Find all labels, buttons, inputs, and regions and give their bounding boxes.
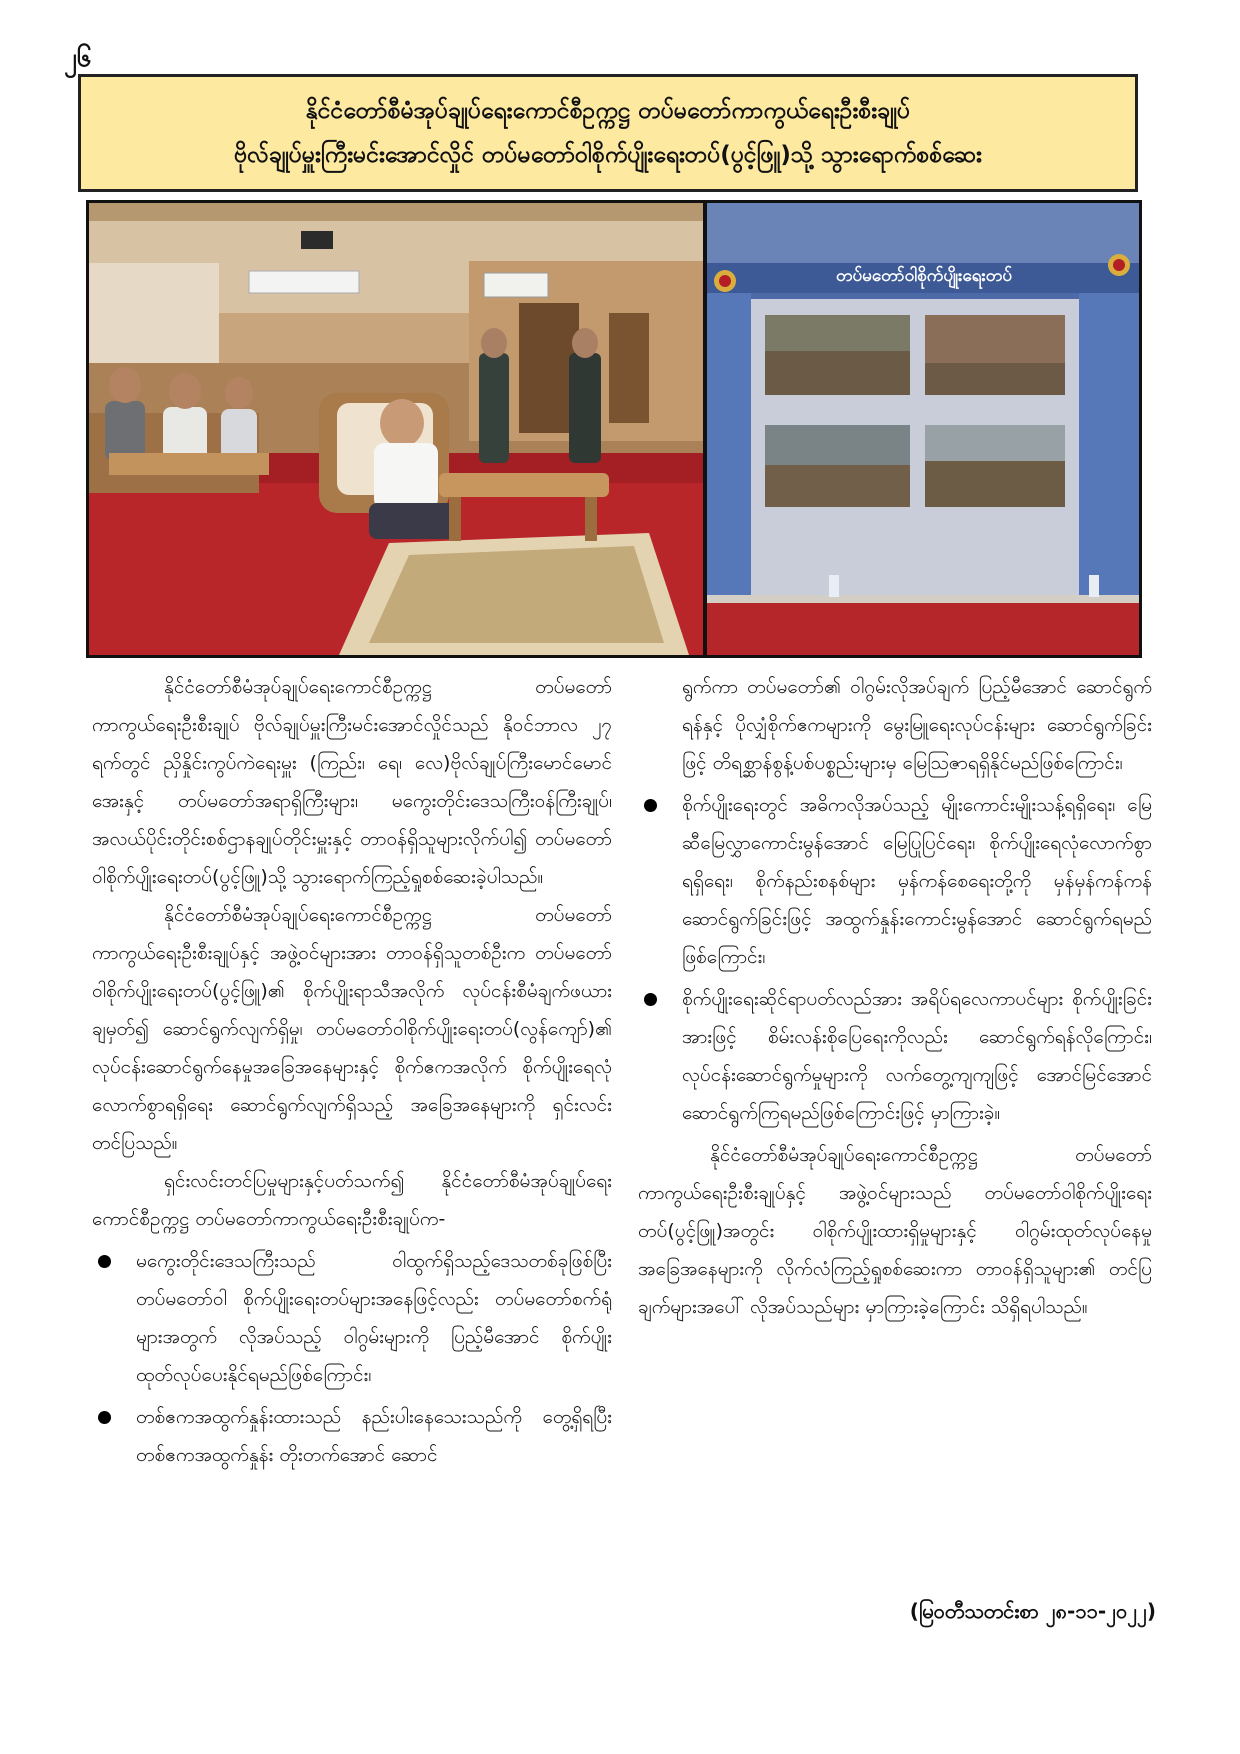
bullet-item xyxy=(638,786,1152,976)
article-left-column xyxy=(92,668,612,1478)
article-right-column xyxy=(638,668,1152,1326)
bullet-icon xyxy=(98,1411,111,1424)
banner-text: တပ်မတော်ဝါစိုက်ပျိုးရေးတပ် xyxy=(835,266,1013,286)
bullet-icon xyxy=(98,1255,111,1268)
headline-line-1: နိုင်ငံတော်စီမံအုပ်ချုပ်ရေးကောင်စီဥက္ကဋ္ဌ တပ်မတော်ကာကွယ်ရေးဦးစီးချုပ် xyxy=(305,98,911,124)
headline-line-2: ဗိုလ်ချုပ်မှူးကြီးမင်းအောင်လှိုင် တပ်မတော်ဝါစိုက်ပျိုးရေးတပ်(ပွင့်ဖြူ)သို့ သွားရောက်စစ်ဆေး xyxy=(234,142,982,168)
bullet-list xyxy=(92,1242,612,1474)
bullet-item xyxy=(92,1242,612,1394)
bullet-text: စိုက်ပျိုးရေးတွင် အဓိကလိုအပ်သည့် မျိုးကောင်းမျိုးသန့်ရရှိရေး၊ မြေဆီမြေလွှာကောင်းမွန်အောင် မြေပြုပြင်ရေး၊ စိုက်ပျိုးရေလုံလောက်စွာရရှိရေး၊ စိုက်နည်းစနစ်များ မှန်ကန်စေရေးတို့ကို မှန်မှန်ကန်ကန် ဆောင်ရွက်ခြင်းဖြင့် အထွက်နှုန်းကောင်းမွန်အောင် ဆောင်ရွက်ရမည်ဖြစ်ကြောင်း၊ xyxy=(682,794,1152,968)
photo-frame xyxy=(86,200,1142,658)
photo-presentation-screen xyxy=(707,203,1139,655)
headline-box xyxy=(78,74,1138,192)
article-paragraph: နိုင်ငံတော်စီမံအုပ်ချုပ်ရေးကောင်စီဥက္ကဋ္ဌ တပ်မတော်ကာကွယ်ရေးဦးစီးချုပ် ဗိုလ်ချုပ်မှူးကြီးမင်းအောင်လှိုင်သည် နိုဝင်ဘာလ ၂၇ ရက်တွင် ညှိနှိုင်းကွပ်ကဲရေးမှူး (ကြည်း၊ ရေ၊ လေ)ဗိုလ်ချုပ်ကြီးမောင်မောင်အေးနှင့် တပ်မတော်အရာရှိကြီးများ၊ မကွေးတိုင်းဒေသကြီးဝန်ကြီးချုပ်၊ အလယ်ပိုင်းတိုင်းစစ်ဌာနချုပ်တိုင်းမှူးနှင့် တာဝန်ရှိသူများလိုက်ပါ၍ တပ်မတော်ဝါစိုက်ပျိုးရေးတပ်(ပွင့်ဖြူ)သို့ သွားရောက်ကြည့်ရှုစစ်ဆေးခဲ့ပါသည်။ xyxy=(92,676,612,888)
inspection-photos xyxy=(89,203,1139,655)
bullet-icon xyxy=(644,993,657,1006)
bullet-list xyxy=(638,786,1152,1132)
bullet-text: တစ်ဧကအထွက်နှုန်းထားသည် နည်းပါးနေသေးသည်ကို တွေ့ရှိရပြီး တစ်ဧကအထွက်နှုန်း တိုးတက်အောင် ဆောင် xyxy=(136,1406,612,1466)
photo-conference-room xyxy=(89,203,703,655)
bullet-icon xyxy=(644,799,657,812)
bullet-text: မကွေးတိုင်းဒေသကြီးသည် ဝါထွက်ရှိသည့်ဒေသတစ်ခုဖြစ်ပြီး တပ်မတော်ဝါ စိုက်ပျိုးရေးတပ်များအနေဖြင့်လည်း တပ်မတော်စက်ရုံများအတွက် လိုအပ်သည့် ဝါဂွမ်းများကို ပြည့်မီအောင် စိုက်ပျိုးထုတ်လုပ်ပေးနိုင်ရမည်ဖြစ်ကြောင်း၊ xyxy=(136,1250,612,1386)
bullet-item xyxy=(638,980,1152,1132)
page-number: ၂၆ xyxy=(64,43,92,73)
article-continuation: ရွက်ကာ တပ်မတော်၏ ဝါဂွမ်းလိုအပ်ချက် ပြည့်မီအောင် ဆောင်ရွက်ရန်နှင့် ပိုလျှံစိုက်ဧကများကို မွေးမြူရေးလုပ်ငန်းများ ဆောင်ရွက်ခြင်းဖြင့် တိရစ္ဆာန်စွန့်ပစ်ပစ္စည်းများမှ မြေဩဇာရရှိနိုင်မည်ဖြစ်ကြောင်း၊ xyxy=(682,676,1152,774)
bullet-text: စိုက်ပျိုးရေးဆိုင်ရာပတ်လည်အား အရိပ်ရလေကာပင်များ စိုက်ပျိုးခြင်းအားဖြင့် စိမ်းလန်းစိုပြေရေးကိုလည်း ဆောင်ရွက်ရန်လိုကြောင်း၊ လုပ်ငန်းဆောင်ရွက်မှုများကို လက်တွေ့ကျကျဖြင့် အောင်မြင်အောင် ဆောင်ရွက်ကြရမည်ဖြစ်ကြောင်းဖြင့် မှာကြားခဲ့။ xyxy=(682,988,1152,1124)
article-closing-paragraph: နိုင်ငံတော်စီမံအုပ်ချုပ်ရေးကောင်စီဥက္ကဋ္ဌ တပ်မတော်ကာကွယ်ရေးဦးစီးချုပ်နှင့် အဖွဲ့ဝင်များသည် တပ်မတော်ဝါစိုက်ပျိုးရေးတပ်(ပွင့်ဖြူ)အတွင်း ဝါစိုက်ပျိုးထားရှိမှုများနှင့် ဝါဂွမ်းထုတ်လုပ်နေမှု အခြေအနေများကို လိုက်လံကြည့်ရှုစစ်ဆေးကာ တာဝန်ရှိသူများ၏ တင်ပြချက်များအပေါ် လိုအပ်သည်များ မှာကြားခဲ့ကြောင်း သိရှိရပါသည်။ xyxy=(638,1144,1152,1318)
article-paragraph: နိုင်ငံတော်စီမံအုပ်ချုပ်ရေးကောင်စီဥက္ကဋ္ဌ တပ်မတော်ကာကွယ်ရေးဦးစီးချုပ်နှင့် အဖွဲ့ဝင်များအား တာဝန်ရှိသူတစ်ဦးက တပ်မတော်ဝါစိုက်ပျိုးရေးတပ်(ပွင့်ဖြူ)၏ စိုက်ပျိုးရာသီအလိုက် လုပ်ငန်းစီမံချက်ဖယားချမှတ်၍ ဆောင်ရွက်လျက်ရှိမှု၊ တပ်မတော်ဝါစိုက်ပျိုးရေးတပ်(လွန်ကျော်)၏ လုပ်ငန်းဆောင်ရွက်နေမှုအခြေအနေများနှင့် စိုက်ဧကအလိုက် စိုက်ပျိုးရေလုံလောက်စွာရရှိရေး ဆောင်ရွက်လျက်ရှိသည့် အခြေအနေများကို ရှင်းလင်းတင်ပြသည်။ xyxy=(92,904,612,1154)
bullet-item xyxy=(92,1398,612,1474)
source-citation: (မြဝတီသတင်းစာ ၂၈-၁၁-၂၀၂၂) xyxy=(909,1599,1156,1623)
article-paragraph: ရှင်းလင်းတင်ပြမှုများနှင့်ပတ်သက်၍ နိုင်ငံတော်စီမံအုပ်ချုပ်ရေးကောင်စီဥက္ကဋ္ဌ တပ်မတော်ကာကွယ်ရေးဦးစီးချုပ်က- xyxy=(92,1170,612,1230)
